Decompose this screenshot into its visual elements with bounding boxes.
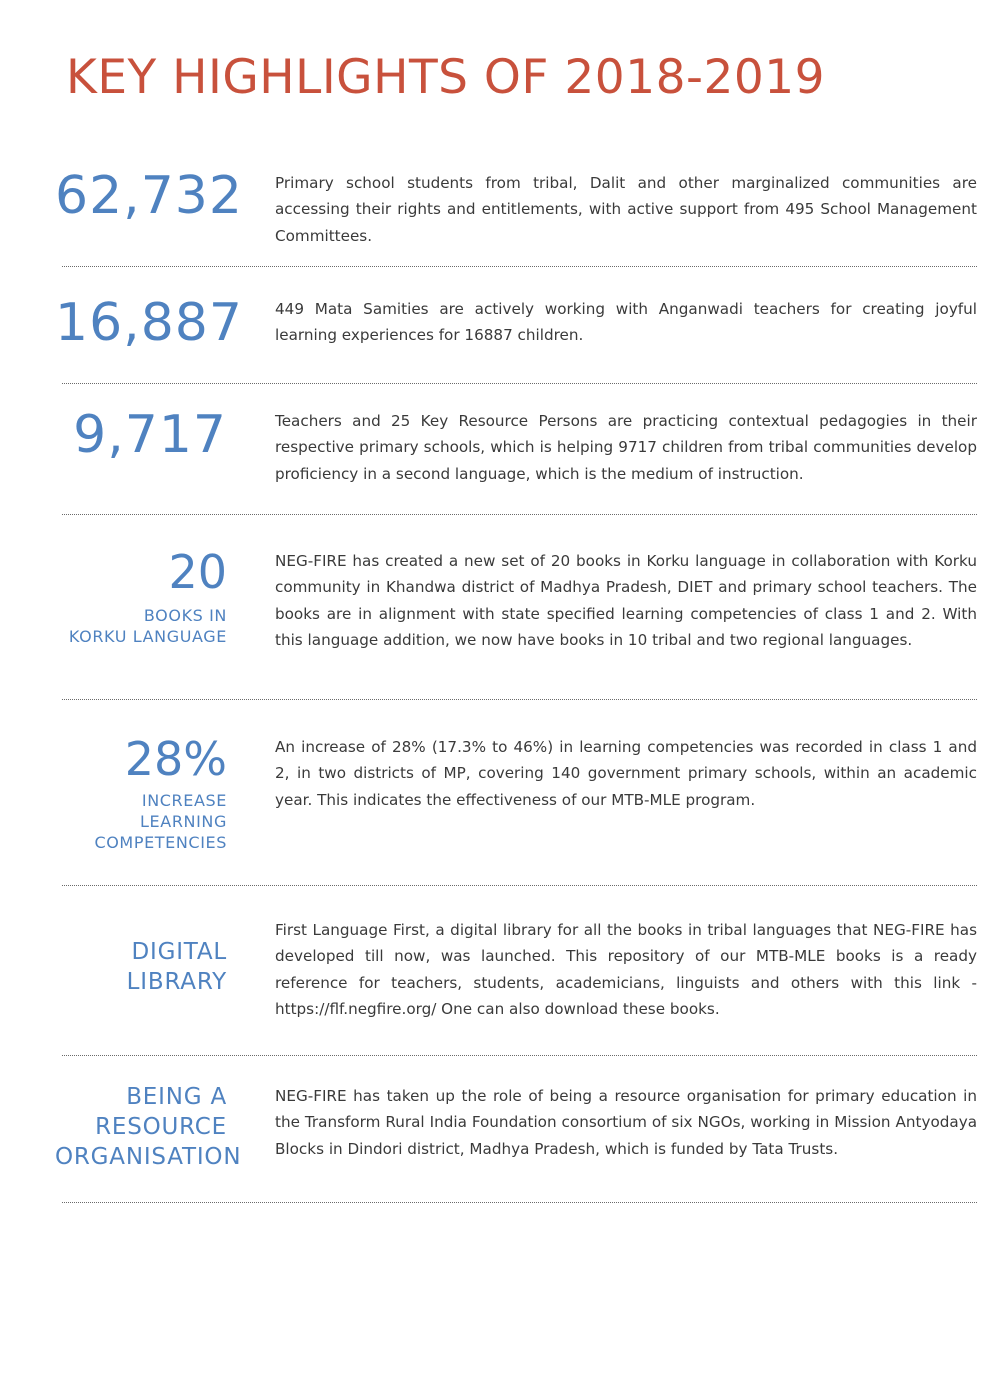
highlight-label-block xyxy=(55,1082,242,1172)
highlight-caption-line: INCREASE xyxy=(141,791,227,810)
highlight-row xyxy=(55,547,977,667)
dotted-divider xyxy=(62,514,977,515)
highlight-label-line: LIBRARY xyxy=(126,969,227,995)
highlight-caption-line: BOOKS IN xyxy=(143,606,227,625)
highlight-figure: 28% xyxy=(124,732,227,786)
highlight-figure: 16,887 xyxy=(55,293,243,353)
highlight-text: NEG-FIRE has taken up the role of being a resource organisation for primary education in the Transform Rural India Foundation consortium of six NGOs, working in Mission Antyodaya Blocks in Dindori district, Madhya Pradesh, which is funded by Tata Trusts. xyxy=(275,1087,977,1158)
highlight-caption-line: KORKU LANGUAGE xyxy=(68,627,227,646)
highlight-figure: 20 xyxy=(168,545,227,599)
highlight-text: An increase of 28% (17.3% to 46%) in learning competencies was recorded in class 1 and 2, in two districts of MP, covering 140 government primary schools, within an academic year. This indicates the effectiveness of our MTB-MLE program. xyxy=(275,738,977,809)
highlight-text: Primary school students from tribal, Dalit and other marginalized communities are accessing their rights and entitlements, with active support from 495 School Management Committees. xyxy=(275,174,977,245)
dotted-divider xyxy=(62,1202,977,1203)
dotted-divider xyxy=(62,1055,977,1056)
highlight-text: Teachers and 25 Key Resource Persons are practicing contextual pedagogies in their respective primary schools, which is helping 9717 children from tribal communities develop proficiency in a second language, which is the medium of instruction. xyxy=(275,412,977,483)
highlight-figure: 9,717 xyxy=(73,405,227,465)
highlight-text: 449 Mata Samities are actively working with Anganwadi teachers for creating joyful learning experiences for 16887 children. xyxy=(275,300,977,345)
dotted-divider xyxy=(62,885,977,886)
highlight-figure-block xyxy=(55,734,227,853)
highlight-text: NEG-FIRE has created a new set of 20 books in Korku language in collaboration with Korku community in Khandwa district of Madhya Pradesh, DIET and primary school teachers. The books are in alignment with state specified learning competencies of class 1 and 2. With this language addition, we now have books in 10 tribal and two regional languages. xyxy=(275,552,977,649)
highlight-label-line: DIGITAL xyxy=(131,939,227,965)
highlight-label-line: ORGANISATION xyxy=(55,1144,242,1170)
page-title: KEY HIGHLIGHTS OF 2018-2019 xyxy=(66,50,826,105)
highlight-caption-line: LEARNING xyxy=(140,812,227,831)
dotted-divider xyxy=(62,383,977,384)
highlight-label-block xyxy=(55,937,227,997)
dotted-divider xyxy=(62,699,977,700)
highlight-row xyxy=(55,917,977,1027)
highlight-label-line: RESOURCE xyxy=(95,1114,227,1140)
highlight-caption-line: COMPETENCIES xyxy=(94,833,227,852)
highlight-row xyxy=(55,1082,977,1182)
highlight-text: First Language First, a digital library for all the books in tribal languages that NEG-FIRE has developed till now, was launched. This repository of our MTB-MLE books is a ready reference for teachers, students, academicians, linguists and others with this link - https://flf.negfire.org/ One can also download these books. xyxy=(275,921,977,1018)
highlight-figure: 62,732 xyxy=(55,166,243,226)
dotted-divider xyxy=(62,266,977,267)
highlight-figure-block xyxy=(55,547,227,647)
highlight-label-line: BEING A xyxy=(126,1084,227,1110)
highlight-row xyxy=(55,734,977,854)
highlight-row xyxy=(55,407,977,497)
highlight-row xyxy=(55,295,977,365)
highlight-row xyxy=(55,168,977,258)
